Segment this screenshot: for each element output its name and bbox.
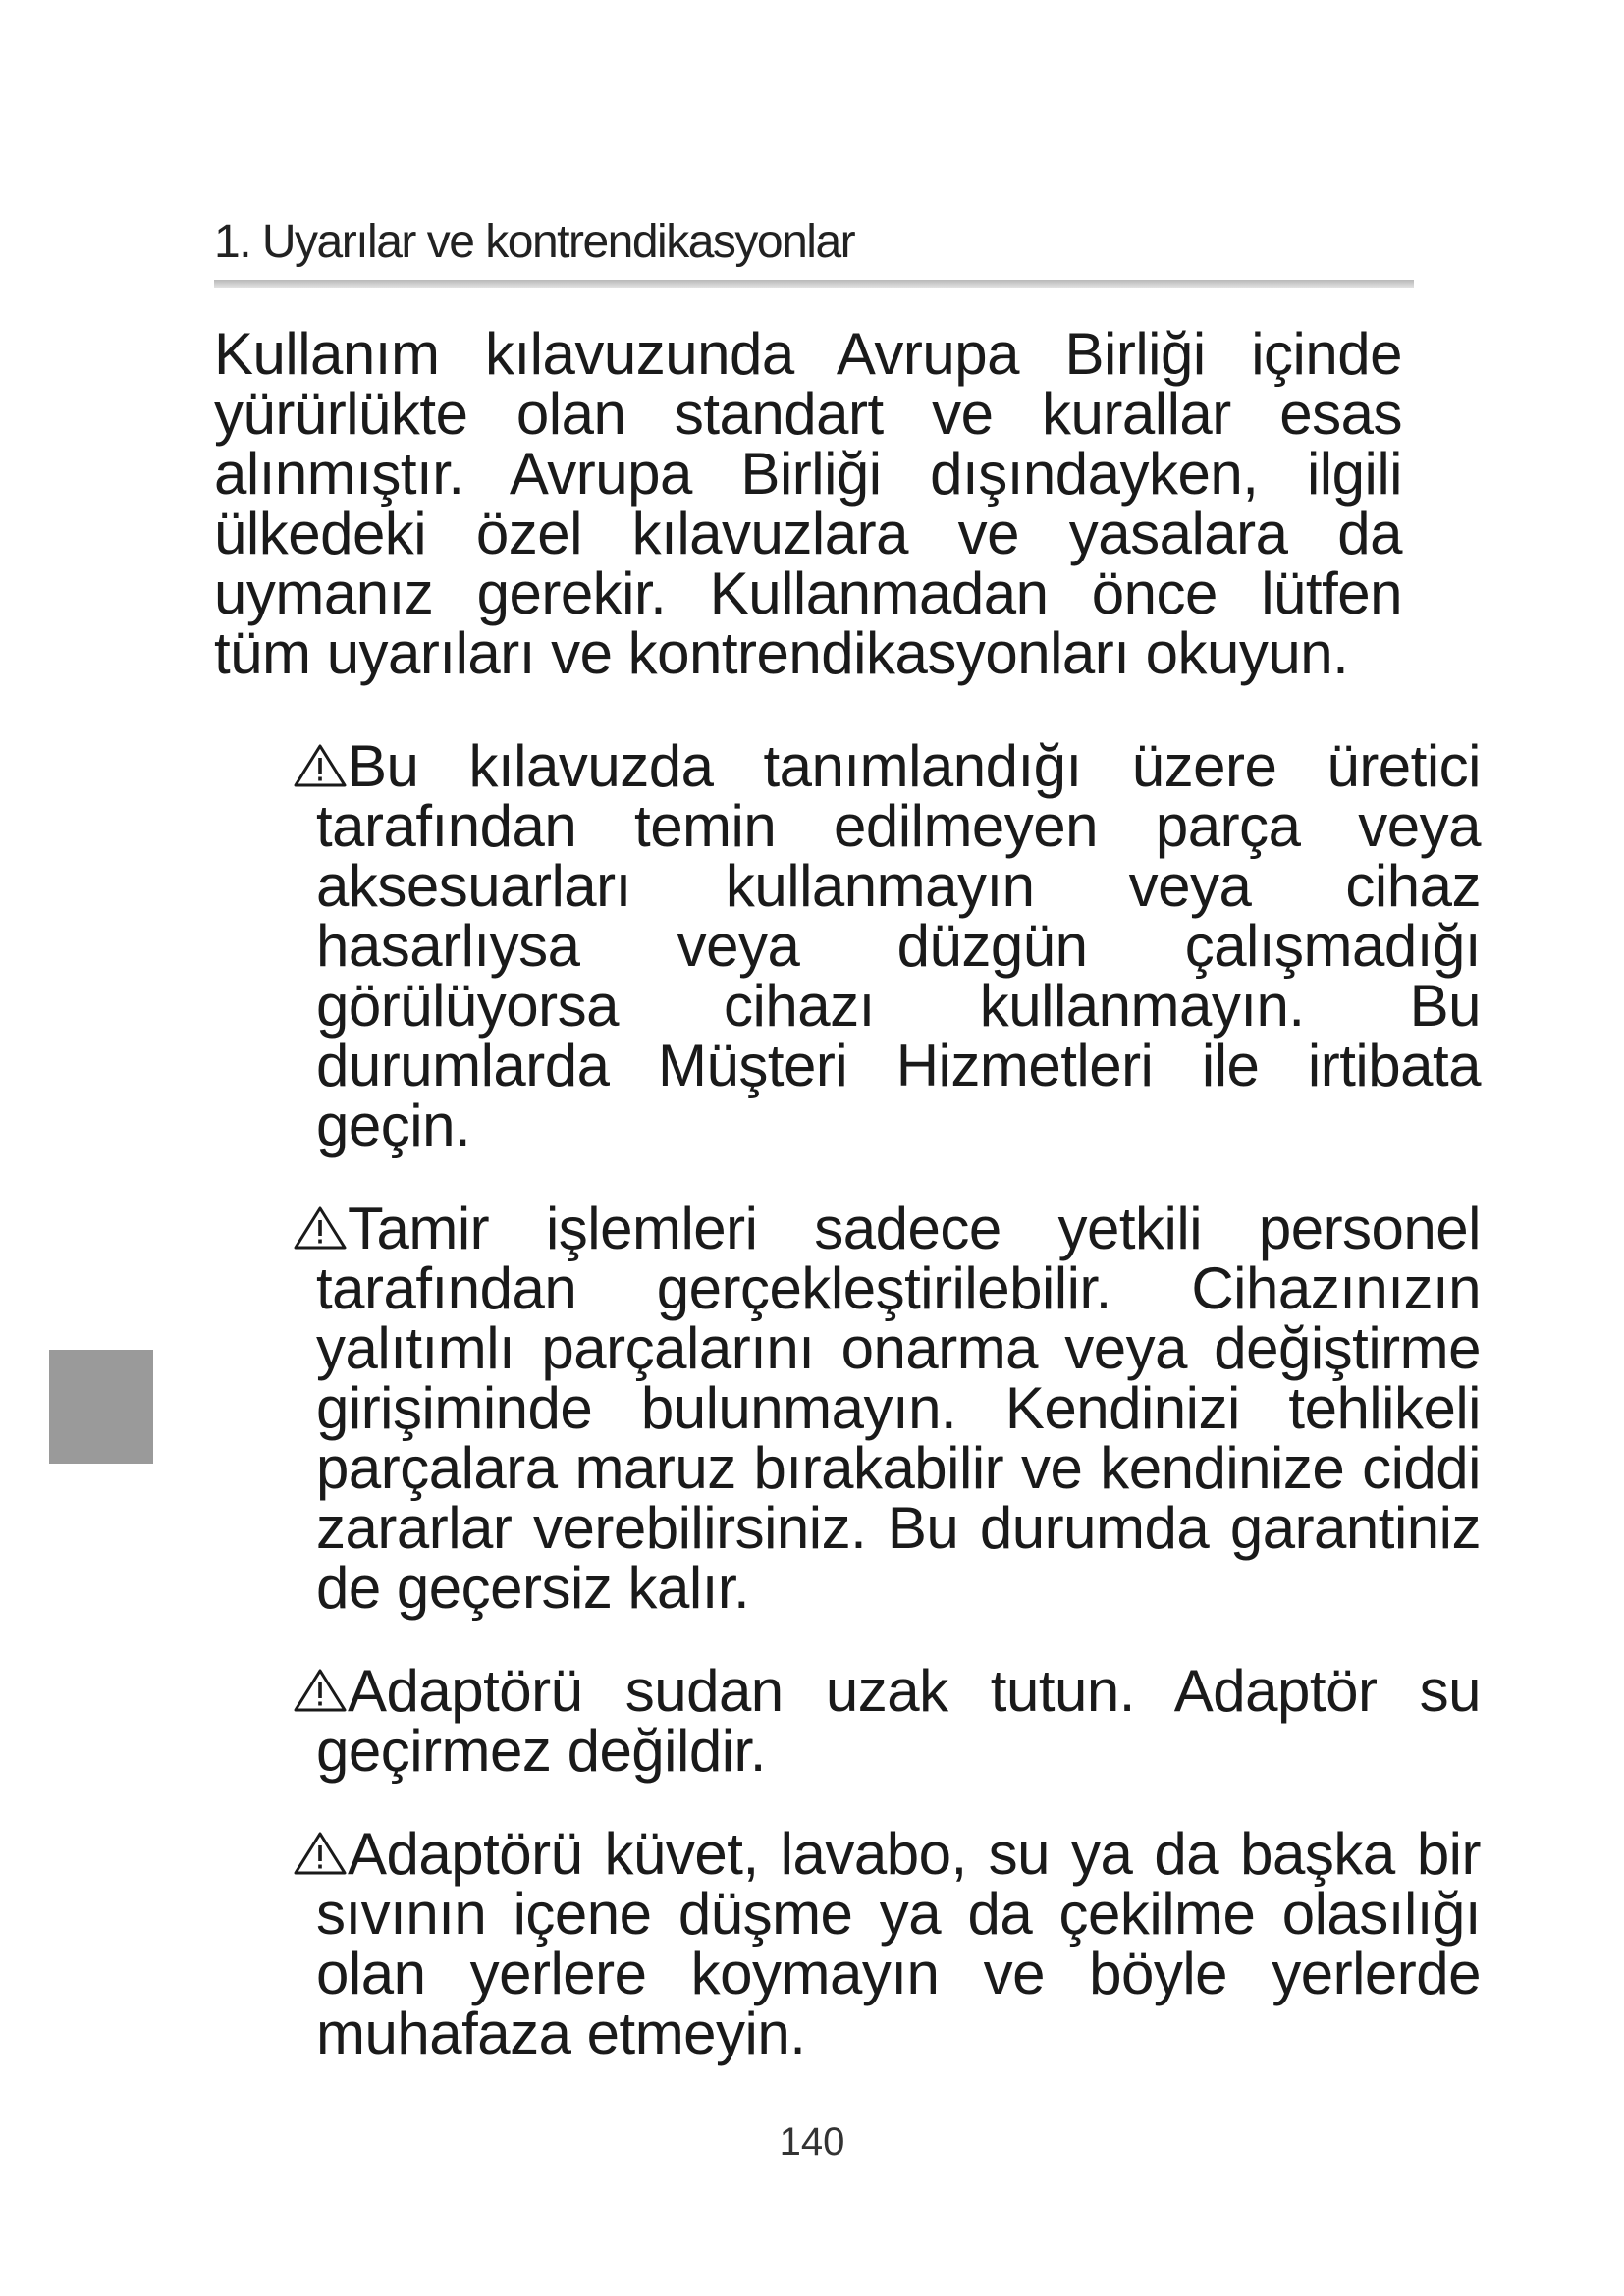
warning-text: Adaptörü sudan uzak tutun. Adaptör su geçirmez değildir. bbox=[316, 1658, 1481, 1784]
warning-item bbox=[293, 1196, 1481, 1621]
chapter-side-tab bbox=[49, 1350, 153, 1464]
warning-triangle-icon bbox=[293, 1668, 348, 1713]
warning-triangle-icon bbox=[293, 1831, 348, 1876]
warning-list bbox=[293, 733, 1481, 2107]
section-title: 1. Uyarılar ve kontrendikasyonlar bbox=[214, 216, 855, 268]
warning-item bbox=[293, 1658, 1481, 1784]
intro-paragraph: Kullanım kılavuzunda Avrupa Birliği içinde yürürlükte olan standart ve kurallar esas alınmıştır. Avrupa Birliği dışındayken, ilgili ülkedeki özel kılavuzlara ve yasalara da uymanız gerekir. Kullanmadan önce lütfen tüm uyarıları ve kontrendikasyonları okuyun. bbox=[214, 321, 1402, 686]
warning-item bbox=[293, 733, 1481, 1158]
warning-item bbox=[293, 1821, 1481, 2066]
warning-text: Adaptörü küvet, lavabo, su ya da başka bir sıvının içene düşme ya da çekilme olasılığı olan yerlere koymayın ve böyle yerlerde muhafaza etmeyin. bbox=[316, 1821, 1481, 2066]
warning-triangle-icon bbox=[293, 1205, 348, 1251]
header-divider bbox=[214, 280, 1414, 288]
warning-triangle-icon bbox=[293, 743, 348, 788]
page-number: 140 bbox=[779, 2120, 845, 2163]
warning-text: Bu kılavuzda tanımlandığı üzere üretici tarafından temin edilmeyen parça veya aksesuarları kullanmayın veya cihaz hasarlıysa veya düzgün çalışmadığı görülüyorsa cihazı kullanmayın. Bu durumlarda Müşteri Hizmetleri ile irtibata geçin. bbox=[316, 733, 1481, 1158]
warning-text: Tamir işlemleri sadece yetkili personel tarafından gerçekleştirilebilir. Cihazınızın yalıtımlı parçalarını onarma veya değiştirme girişiminde bulunmayın. Kendinizi tehlikeli parçalara maruz bırakabilir ve kendinize ciddi zararlar verebilirsiniz. Bu durumda garantiniz de geçersiz kalır. bbox=[316, 1196, 1481, 1621]
